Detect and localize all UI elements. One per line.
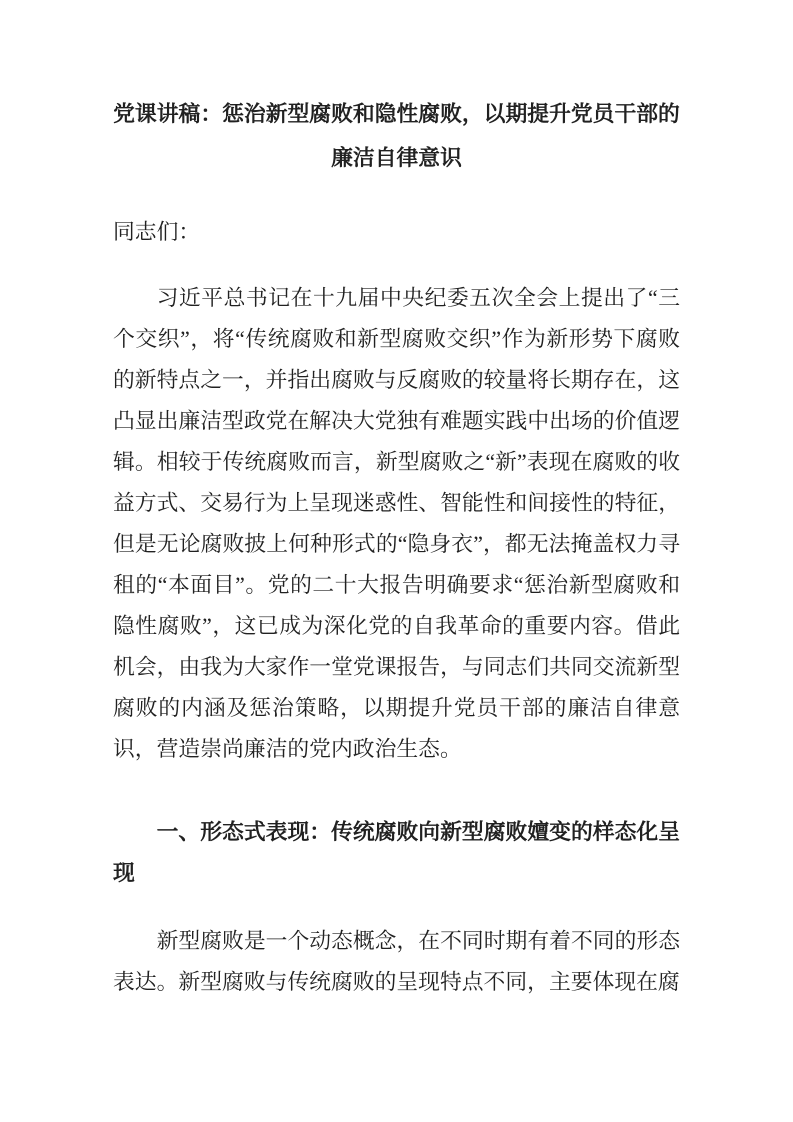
section-1-heading: 一、形态式表现：传统腐败向新型腐败嬗变的样态化呈现	[113, 820, 680, 885]
salutation-line: 同志们：	[113, 220, 201, 244]
intro-paragraph: 习近平总书记在十九届中央纪委五次全会上提出了“三个交织”，将“传统腐败和新型腐败交织”作为新形势下腐败的新特点之一，并指出腐败与反腐败的较量将长期存在，这凸显出廉洁型政党在解决大党独有难题实践中出场的价值逻辑。相较于传统腐败而言，新型腐败之“新”表现在腐败的收益方式、交易行为上呈现迷惑性、智能性和间接性的特征，但是无论腐败披上何种形式的“隐身衣”，都无法掩盖权力寻租的“本面目”。党的二十大报告明确要求“惩治新型腐败和隐性腐败”，这已成为深化党的自我革命的重要内容。借此机会，由我为大家作一堂党课报告，与同志们共同交流新型腐败的内涵及惩治策略，以期提升党员干部的廉洁自律意识，营造崇尚廉洁的党内政治生态。	[113, 286, 680, 761]
document-title: 党课讲稿：惩治新型腐败和隐性腐败，以期提升党员干部的廉洁自律意识	[113, 102, 680, 170]
section-1-paragraph: 新型腐败是一个动态概念，在不同时期有着不同的形态表达。新型腐败与传统腐败的呈现特点不同，主要体现在腐	[113, 929, 680, 994]
